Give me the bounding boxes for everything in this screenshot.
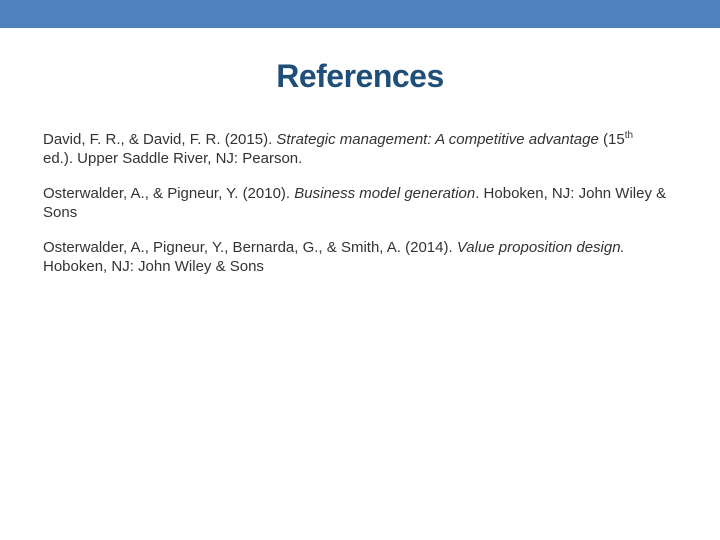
reference-publisher: . Hoboken, NJ: John Wiley & Sons: [43, 185, 667, 221]
page-title: [0, 58, 720, 95]
reference-edition: (15: [598, 131, 625, 148]
reference-item: [43, 238, 693, 276]
page-title-text: References: [276, 58, 444, 94]
reference-item: [43, 130, 693, 168]
reference-list: [43, 130, 693, 292]
header-bar: [0, 0, 720, 28]
reference-title: Value proposition design.: [456, 239, 625, 256]
reference-title: Business model generation: [294, 185, 476, 202]
reference-authors: Osterwalder, A., & Pigneur, Y. (2010).: [43, 185, 295, 202]
reference-authors: Osterwalder, A., Pigneur, Y., Bernarda, G., & Smith, A. (2014).: [43, 239, 457, 256]
reference-item: [43, 184, 693, 222]
reference-authors: David, F. R., & David, F. R. (2015).: [43, 131, 277, 148]
reference-edition-suffix: th: [624, 130, 634, 141]
reference-title: Strategic management: A competitive advantage: [276, 131, 599, 148]
reference-publisher: Hoboken, NJ: John Wiley & Sons: [43, 258, 264, 275]
reference-publisher: ed.). Upper Saddle River, NJ: Pearson.: [43, 150, 303, 167]
